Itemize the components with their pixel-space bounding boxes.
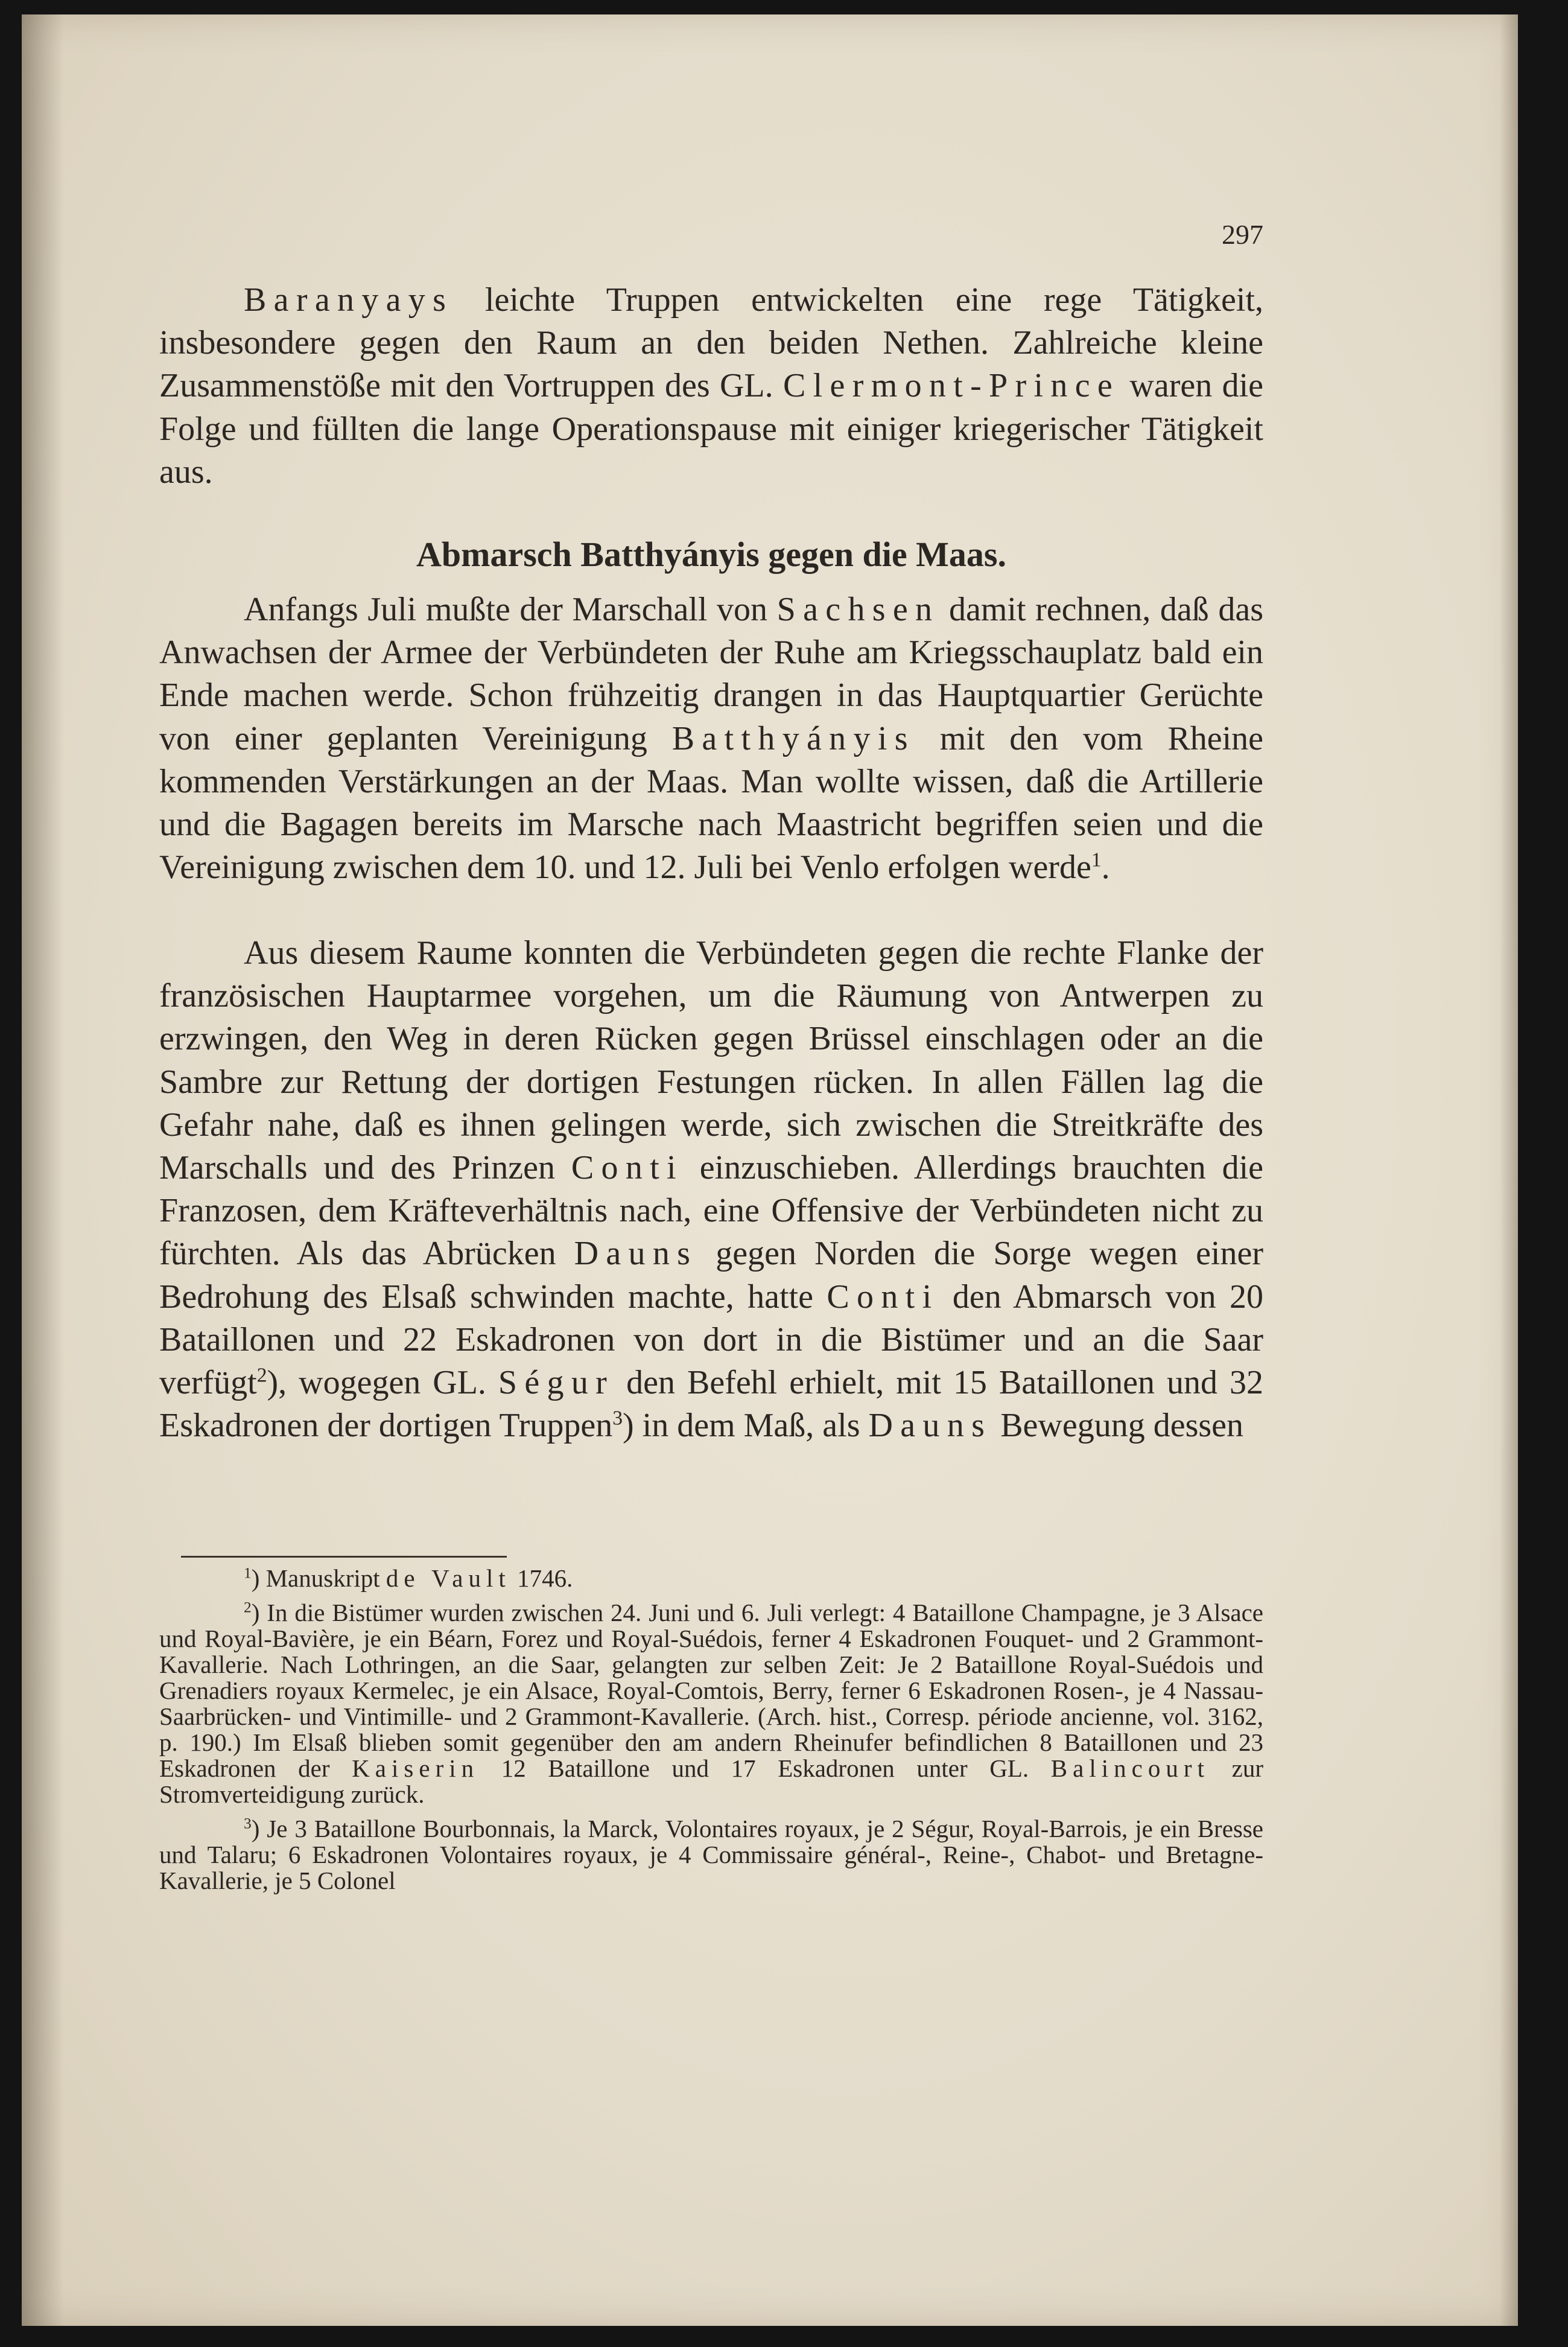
name-clermont-prince: Clermont-Prince <box>783 367 1120 405</box>
footnote-1: $^1$) Manuskript de Vault 1746. <box>244 1564 573 1592</box>
section-heading: Abmarsch Batthyányis gegen die Maas. <box>416 535 1006 574</box>
footnote-3: $^3$) Je 3 Bataillone Bourbonnais, la Marck, Volontaires royaux, je 2 Ségur, Royal-Barrois, je ein Bresse und Talaru; 6 Eskadronen Volontaires royaux, je 4 Commissaire général-, Reine-, Chabot- und Bretagne-Kavallerie, je 5 Colonel <box>159 1815 1263 1894</box>
name-conti: Conti <box>827 1278 939 1316</box>
footnote-ref-3: 3 <box>612 1407 623 1430</box>
footnote-divider <box>181 1556 507 1558</box>
footnote-ref-2: 2 <box>256 1364 267 1387</box>
footnote-ref-1: 1 <box>1091 849 1102 871</box>
binding-shadow <box>22 14 64 2326</box>
name-sachsen: Sachsen <box>776 591 940 628</box>
name-batthyanyi: Batthyányis <box>671 719 915 757</box>
page-number: 297 <box>1222 219 1263 250</box>
name-dauns: Dauns <box>868 1407 992 1445</box>
name-dauns: Dauns <box>574 1235 698 1273</box>
paragraph-1: Baranyays leichte Truppen entwickelten eine rege Tätigkeit, insbesondere gegen den Raum an den beiden Nethen. Zahlreiche kleine Zusammenstöße mit den Vortruppen des GL. Clermont-Prince waren die Folge und füllten die lange Operationspause mit einiger kriegerischer Tätigkeit aus. <box>159 281 1263 491</box>
footnote-2: $^2$) In die Bistümer wurden zwischen 24. Juni und 6. Juli verlegt: 4 Bataillone Champagne, je 3 Alsace und Royal-Bavière, je ein Béarn, Forez und Royal-Suédois, ferner 4 Eskadronen Fouquet- und 2 Grammont-Kavallerie. Nach Lothringen, an die Saar, gelangten zur selben Zeit: Je 2 Bataillone Royal-Suédois und Grenadiers royaux Kermelec, je ein Alsace, Royal-Comtois, Berry, ferner 6 Eskadronen Rosen-, je 4 Nassau-Saarbrücken- und Vintimille- und 2 Grammont-Kavallerie. (Arch. hist., Corresp. période ancienne, vol. 3162, p. 190.) Im Elsaß blieben somit gegenüber den am andern Rheinufer befindlichen 8 Bataillonen und 23 Eskadronen der Kaiserin 12 Bataillone und 17 Eskadronen unter GL. Balincourt zur Stromverteidigung zurück. <box>159 1599 1263 1808</box>
name-baranyay: Baranyays <box>244 281 454 319</box>
footnotes <box>159 1565 1263 1902</box>
paragraph-3: Aus diesem Raume konnten die Verbündeten gegen die rechte Flanke der französischen Hauptarmee vorgehen, um die Räumung von Antwerpen zu erzwingen, den Weg in deren Rücken gegen Brüssel einschlagen oder an die Sambre zur Rettung der dortigen Festungen rücken. In allen Fällen lag die Gefahr nahe, daß es ihnen gelingen werde, sich zwischen die Streitkräfte des Marschalls und des Prinzen Conti einzuschieben. Allerdings brauchten die Franzosen, dem Kräfteverhältnis nach, eine Offensive der Verbündeten nicht zu fürchten. Als das Abrücken Dauns gegen Norden die Sorge wegen einer Bedrohung des Elsaß schwinden machte, hatte Conti den Abmarsch von 20 Bataillonen und 22 Eskadronen von dort in die Bistümer und an die Saar verfügt$^2$), wogegen GL. Ségur den Befehl erhielt, mit 15 Bataillonen und 32 Eskadronen der dortigen Truppen$^3$) in dem Maß, als Dauns Bewegung dessen <box>159 934 1264 1445</box>
paragraph-2: Anfangs Juli mußte der Marschall von Sachsen damit rechnen, daß das Anwachsen der Armee der Verbündeten der Ruhe am Kriegsschauplatz bald ein Ende machen werde. Schon frühzeitig drangen in das Hauptquartier Gerüchte von einer geplanten Vereinigung Batthyányis mit den vom Rheine kommenden Verstärkungen an der Maas. Man wollte wissen, daß die Artillerie und die Bagagen bereits im Marsche nach Maastricht begriffen seien und die Vereinigung zwischen dem 10. und 12. Juli bei Venlo erfolgen werde$^1$. <box>159 591 1264 887</box>
name-segur: Ségur <box>498 1364 615 1402</box>
name-conti: Conti <box>571 1149 684 1187</box>
page-edge-shadow <box>1500 14 1518 2326</box>
